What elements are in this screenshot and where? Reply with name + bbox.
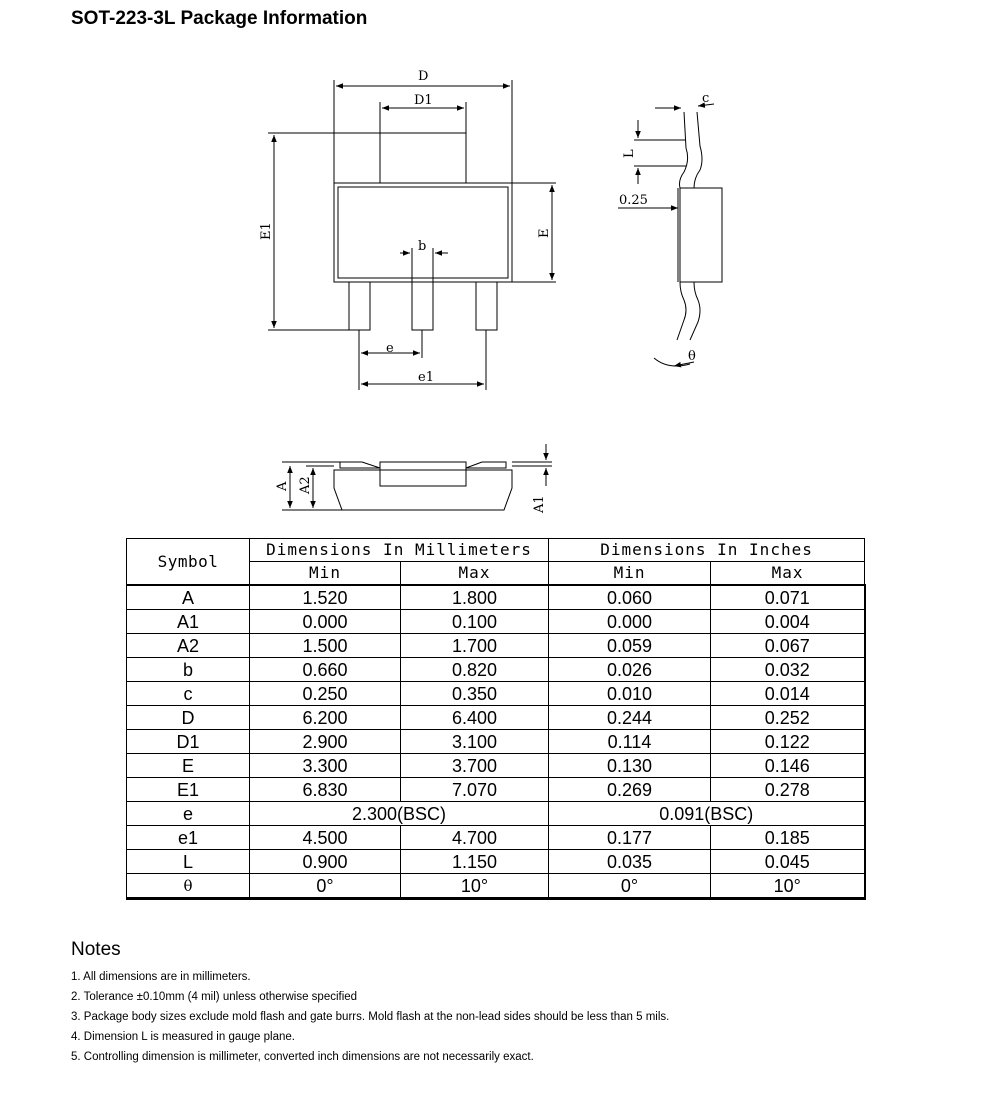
table-row	[127, 585, 865, 610]
in-max-cell: 10°	[711, 874, 865, 899]
table-row	[127, 706, 865, 730]
in-min-cell: 0.130	[549, 754, 711, 778]
symbol-cell: e1	[127, 826, 250, 850]
mm-max-cell: 3.700	[401, 754, 549, 778]
in-min-header: Min	[549, 562, 711, 586]
label-e1: e1	[418, 370, 434, 385]
mm-bsc-cell: 2.300(BSC)	[250, 802, 549, 826]
table-row	[127, 682, 865, 706]
mm-min-cell: 6.830	[250, 778, 401, 802]
mm-min-cell: 0.900	[250, 850, 401, 874]
label-c: c	[702, 91, 710, 106]
in-max-cell: 0.071	[711, 585, 865, 610]
in-min-cell: 0°	[549, 874, 711, 899]
in-max-cell: 0.032	[711, 658, 865, 682]
label-theta: θ	[688, 349, 696, 364]
symbol-cell: L	[127, 850, 250, 874]
note-item: 4. Dimension L is measured in gauge plane.	[71, 1031, 295, 1043]
symbol-cell: D1	[127, 730, 250, 754]
inch-header: Dimensions In Inches	[549, 539, 865, 562]
label-D: D	[418, 69, 429, 84]
note-item: 5. Controlling dimension is millimeter, converted inch dimensions are not necessarily exact.	[71, 1051, 534, 1063]
mm-max-cell: 1.800	[401, 585, 549, 610]
mm-max-cell: 3.100	[401, 730, 549, 754]
in-min-cell: 0.244	[549, 706, 711, 730]
mm-max-cell: 6.400	[401, 706, 549, 730]
in-max-cell: 0.067	[711, 634, 865, 658]
mm-header: Dimensions In Millimeters	[250, 539, 549, 562]
in-min-cell: 0.269	[549, 778, 711, 802]
symbol-cell: A	[127, 585, 250, 610]
label-D1: D1	[414, 93, 433, 108]
table-row	[127, 730, 865, 754]
note-item: 1. All dimensions are in millimeters.	[71, 971, 251, 983]
label-A2: A2	[298, 476, 313, 494]
label-b: b	[418, 239, 427, 254]
in-max-cell: 0.122	[711, 730, 865, 754]
in-max-cell: 0.252	[711, 706, 865, 730]
label-L: L	[622, 149, 637, 158]
mm-max-cell: 1.700	[401, 634, 549, 658]
mm-max-cell: 0.820	[401, 658, 549, 682]
symbol-cell: b	[127, 658, 250, 682]
mm-min-cell: 4.500	[250, 826, 401, 850]
in-min-cell: 0.010	[549, 682, 711, 706]
in-min-cell: 0.035	[549, 850, 711, 874]
table-row	[127, 874, 865, 899]
mm-max-cell: 7.070	[401, 778, 549, 802]
table-row	[127, 802, 865, 826]
mm-min-cell: 3.300	[250, 754, 401, 778]
mm-max-header: Max	[401, 562, 549, 586]
page-title: SOT-223-3L Package Information	[71, 8, 368, 29]
label-A1: A1	[532, 495, 547, 513]
front-view	[282, 444, 552, 510]
symbol-cell: e	[127, 802, 250, 826]
in-max-cell: 0.146	[711, 754, 865, 778]
in-max-cell: 0.185	[711, 826, 865, 850]
mm-min-cell: 1.520	[250, 585, 401, 610]
in-max-cell: 0.004	[711, 610, 865, 634]
mm-max-cell: 4.700	[401, 826, 549, 850]
in-max-cell: 0.014	[711, 682, 865, 706]
mm-min-header: Min	[250, 562, 401, 586]
mm-max-cell: 10°	[401, 874, 549, 899]
label-E: E	[537, 228, 552, 238]
table-row	[127, 754, 865, 778]
mm-max-cell: 0.350	[401, 682, 549, 706]
label-e: e	[386, 341, 394, 356]
mm-min-cell: 0.660	[250, 658, 401, 682]
table-row	[127, 610, 865, 634]
in-max-header: Max	[711, 562, 865, 586]
notes-list	[71, 967, 669, 1067]
label-gauge: 0.25	[619, 193, 648, 208]
in-min-cell: 0.059	[549, 634, 711, 658]
symbol-cell: E	[127, 754, 250, 778]
in-min-cell: 0.177	[549, 826, 711, 850]
mm-min-cell: 0.250	[250, 682, 401, 706]
symbol-cell: E1	[127, 778, 250, 802]
mm-min-cell: 2.900	[250, 730, 401, 754]
symbol-cell: A1	[127, 610, 250, 634]
in-max-cell: 0.045	[711, 850, 865, 874]
mm-max-cell: 0.100	[401, 610, 549, 634]
dimensions-table	[126, 538, 866, 900]
notes-title: Notes	[71, 939, 121, 960]
top-view	[268, 80, 556, 390]
note-item: 3. Package body sizes exclude mold flash and gate burrs. Mold flash at the non-lead sides should be less than 5 mils.	[71, 1011, 670, 1023]
table-row	[127, 826, 865, 850]
table-row	[127, 778, 865, 802]
table-row	[127, 850, 865, 874]
in-min-cell: 0.000	[549, 610, 711, 634]
mm-min-cell: 0°	[250, 874, 401, 899]
in-min-cell: 0.060	[549, 585, 711, 610]
side-view	[618, 104, 722, 366]
symbol-cell: θ	[127, 874, 250, 899]
notes-section	[71, 939, 669, 1067]
label-E1: E1	[259, 222, 274, 240]
mm-min-cell: 0.000	[250, 610, 401, 634]
in-max-cell: 0.278	[711, 778, 865, 802]
symbol-cell: D	[127, 706, 250, 730]
label-A: A	[275, 481, 290, 491]
note-item: 2. Tolerance ±0.10mm (4 mil) unless otherwise specified	[71, 991, 358, 1003]
in-min-cell: 0.114	[549, 730, 711, 754]
table-row	[127, 634, 865, 658]
mm-min-cell: 1.500	[250, 634, 401, 658]
table-row	[127, 658, 865, 682]
in-bsc-cell: 0.091(BSC)	[549, 802, 865, 826]
symbol-cell: c	[127, 682, 250, 706]
package-drawing	[0, 0, 991, 530]
in-min-cell: 0.026	[549, 658, 711, 682]
symbol-cell: A2	[127, 634, 250, 658]
mm-min-cell: 6.200	[250, 706, 401, 730]
mm-max-cell: 1.150	[401, 850, 549, 874]
symbol-header: Symbol	[127, 539, 250, 586]
